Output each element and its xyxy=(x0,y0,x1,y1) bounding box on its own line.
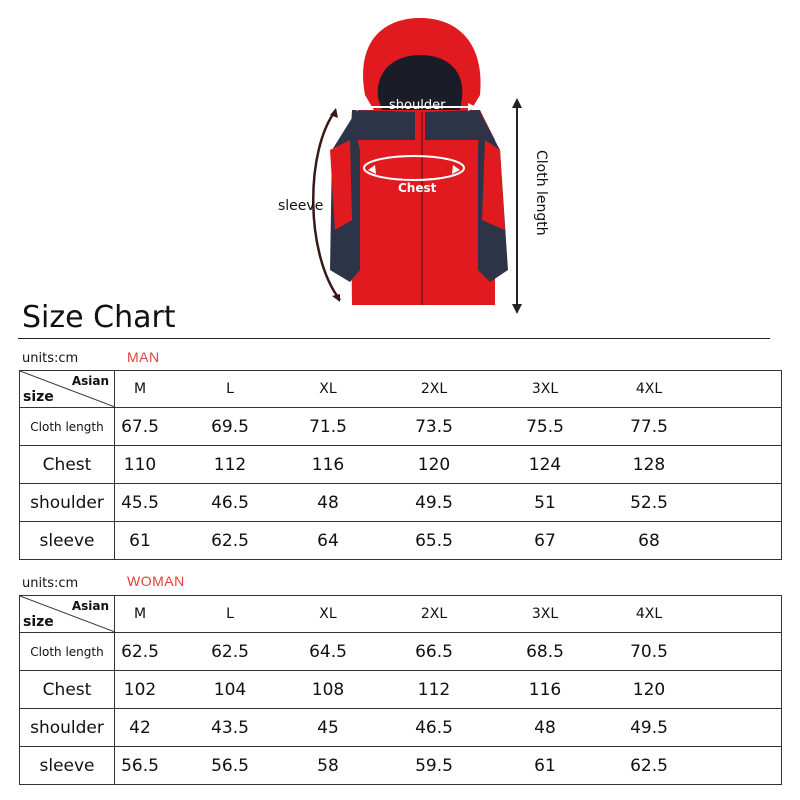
table-cell: 66.5 xyxy=(415,641,453,662)
corner-asian-label: Asian xyxy=(71,374,109,388)
jacket-illustration xyxy=(0,0,800,330)
size-header: 4XL xyxy=(635,381,663,397)
table-cell: 45 xyxy=(317,717,339,738)
table-cell: 108 xyxy=(311,679,345,700)
size-table-man xyxy=(19,370,782,560)
row-label: Cloth length xyxy=(20,633,115,671)
table-row xyxy=(20,709,782,747)
table-cell: 110 xyxy=(123,454,157,475)
size-header: 2XL xyxy=(420,381,448,397)
row-label: shoulder xyxy=(20,709,115,747)
table-cell: 65.5 xyxy=(415,530,453,551)
shoulder-label: shoulder xyxy=(389,98,446,113)
size-header: 2XL xyxy=(420,606,448,622)
table-cell: 46.5 xyxy=(415,717,453,738)
table-header-row xyxy=(20,371,782,408)
table-cell: 68.5 xyxy=(526,641,564,662)
corner-cell xyxy=(20,371,115,408)
table-cell: 43.5 xyxy=(211,717,249,738)
table-cell: 62.5 xyxy=(630,755,668,776)
table-row xyxy=(20,671,782,709)
size-header-cell xyxy=(115,371,782,408)
jacket-figure xyxy=(0,0,800,330)
corner-size-label: size xyxy=(23,389,54,405)
size-header: 4XL xyxy=(635,606,663,622)
size-header: 3XL xyxy=(531,606,559,622)
row-label: sleeve xyxy=(20,522,115,560)
size-header: M xyxy=(133,381,147,397)
table-header-row xyxy=(20,596,782,633)
table-cell: 120 xyxy=(632,679,666,700)
gender-label-man: MAN xyxy=(127,349,160,365)
table-row xyxy=(20,747,782,785)
table-cell: 116 xyxy=(528,679,562,700)
table-cell: 73.5 xyxy=(415,416,453,437)
table-row xyxy=(20,484,782,522)
sleeve-label: sleeve xyxy=(278,198,324,214)
gender-label-woman: WOMAN xyxy=(127,573,185,589)
units-label-man: units:cm xyxy=(22,351,79,366)
size-header: 3XL xyxy=(531,381,559,397)
table-cell: 75.5 xyxy=(526,416,564,437)
table-cell: 71.5 xyxy=(309,416,347,437)
table-cell: 58 xyxy=(317,755,339,776)
table-cell: 62.5 xyxy=(121,641,159,662)
size-header: XL xyxy=(319,381,337,397)
table-cell: 124 xyxy=(528,454,562,475)
table-cell: 102 xyxy=(123,679,157,700)
table-row xyxy=(20,408,782,446)
table-row xyxy=(20,522,782,560)
corner-asian-label: Asian xyxy=(71,599,109,613)
row-label: Cloth length xyxy=(20,408,115,446)
title-divider xyxy=(18,338,770,339)
table-cell: 48 xyxy=(317,492,339,513)
size-header-cell xyxy=(115,596,782,633)
table-cell: 49.5 xyxy=(630,717,668,738)
size-header: XL xyxy=(319,606,337,622)
table-cell: 112 xyxy=(417,679,451,700)
table-cell: 128 xyxy=(632,454,666,475)
table-cell: 59.5 xyxy=(415,755,453,776)
table-cell: 48 xyxy=(534,717,556,738)
table-cell: 77.5 xyxy=(630,416,668,437)
chest-label: Chest xyxy=(398,181,437,195)
table-cell: 62.5 xyxy=(211,641,249,662)
table-cell: 42 xyxy=(129,717,151,738)
size-header: L xyxy=(226,381,234,397)
size-header: M xyxy=(133,606,147,622)
page-title: Size Chart xyxy=(22,300,176,335)
table-cell: 46.5 xyxy=(211,492,249,513)
table-cell: 64 xyxy=(317,530,339,551)
table-cell: 56.5 xyxy=(211,755,249,776)
table-cell: 56.5 xyxy=(121,755,159,776)
corner-cell xyxy=(20,596,115,633)
table-cell: 104 xyxy=(213,679,247,700)
table-cell: 64.5 xyxy=(309,641,347,662)
table-cell: 70.5 xyxy=(630,641,668,662)
row-label: Chest xyxy=(20,671,115,709)
cloth-length-label: Cloth length xyxy=(533,150,549,236)
size-header: L xyxy=(226,606,234,622)
table-cell: 51 xyxy=(534,492,556,513)
units-label-woman: units:cm xyxy=(22,576,79,591)
table-cell: 67 xyxy=(534,530,556,551)
table-cell: 62.5 xyxy=(211,530,249,551)
table-cell: 61 xyxy=(129,530,151,551)
table-cell: 67.5 xyxy=(121,416,159,437)
table-cell: 120 xyxy=(417,454,451,475)
row-label: Chest xyxy=(20,446,115,484)
table-cell: 112 xyxy=(213,454,247,475)
table-cell: 52.5 xyxy=(630,492,668,513)
row-label: sleeve xyxy=(20,747,115,785)
table-cell: 116 xyxy=(311,454,345,475)
table-cell: 69.5 xyxy=(211,416,249,437)
table-row xyxy=(20,446,782,484)
row-label: shoulder xyxy=(20,484,115,522)
table-cell: 68 xyxy=(638,530,660,551)
table-cell: 61 xyxy=(534,755,556,776)
table-cell: 49.5 xyxy=(415,492,453,513)
table-cell: 45.5 xyxy=(121,492,159,513)
size-table-woman xyxy=(19,595,782,785)
corner-size-label: size xyxy=(23,614,54,630)
table-row xyxy=(20,633,782,671)
